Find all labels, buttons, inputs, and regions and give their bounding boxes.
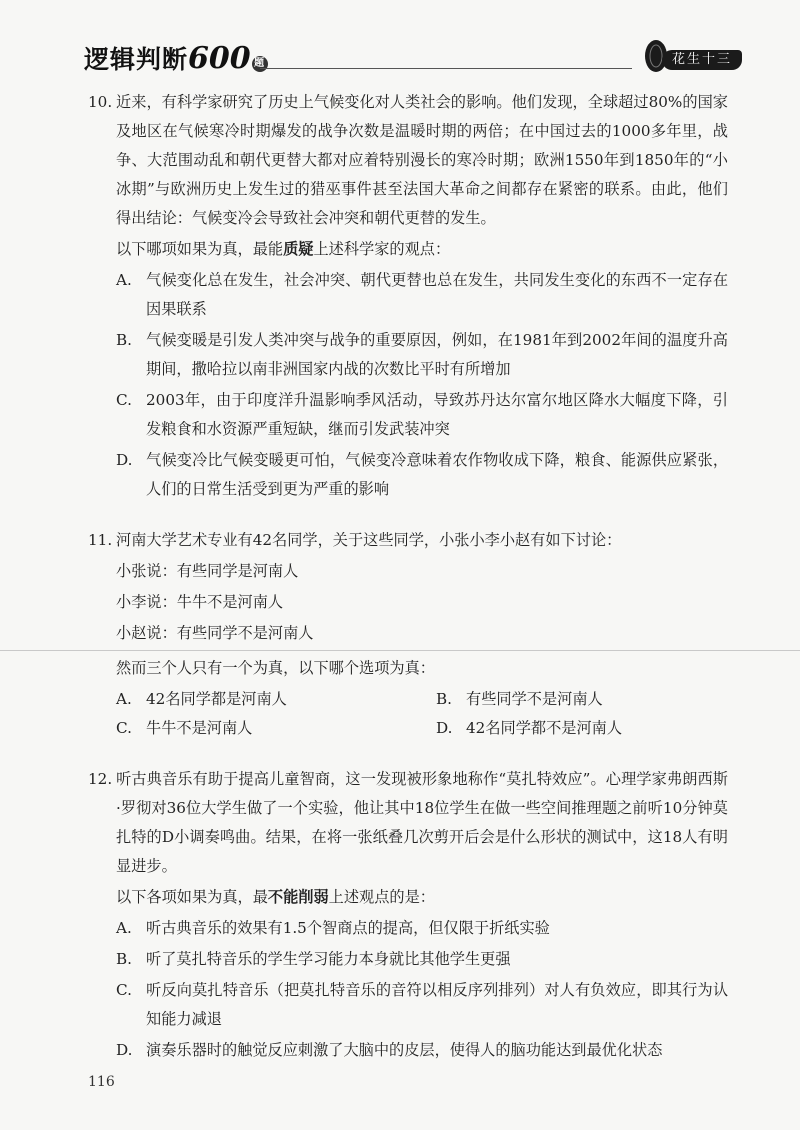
option-b[interactable] — [436, 685, 756, 714]
statement-zhang: 小张说：有些同学是河南人 — [116, 562, 299, 580]
option-letter: A. — [116, 271, 132, 289]
option-text: 气候变冷比气候变暖更可怕，气候变冷意味着农作物收成下降，粮食、能源供应紧张，人们的日常生活受到更为严重的影响 — [146, 451, 728, 498]
option-text: 42名同学都不是河南人 — [466, 719, 623, 737]
question-stem-text: 近来，有科学家研究了历史上气候变化对人类社会的影响。他们发现，全球超过80%的国家及地区在气候寒冷时期爆发的战争次数是温暖时期的两倍；在中国过去的1000多年里，战争、大范围动乱和朝代更替大都对应着特别漫长的寒冷时期；欧洲1550年到1850年的“小冰期”与欧洲历史上发生过的猎巫事件甚至法国大革命之间都存在紧密的联系。由此，他们得出结论：气候变冷会导致社会冲突和朝代更替的发生。 — [116, 93, 728, 227]
question-prompt-pre: 以下哪项如果为真，最能 — [116, 240, 284, 258]
question-stem — [88, 526, 728, 555]
book-title — [84, 40, 268, 76]
option-a[interactable] — [88, 914, 728, 943]
option-text: 有些同学不是河南人 — [466, 690, 603, 708]
option-text: 听了莫扎特音乐的学生学习能力本身就比其他学生更强 — [146, 950, 511, 968]
option-letter: C. — [116, 981, 132, 999]
page-header — [84, 36, 744, 78]
author-name: 花生十三 — [662, 50, 742, 70]
option-c[interactable] — [116, 714, 436, 743]
question-prompt — [88, 235, 728, 264]
book-title-text: 逻辑判断 — [84, 45, 189, 74]
question-number: 10. — [88, 93, 113, 111]
option-letter: A. — [116, 919, 132, 937]
option-text: 听反向莫扎特音乐（把莫扎特音乐的音符以相反序列排列）对人有负效应，即其行为认知能力减退 — [146, 981, 728, 1028]
question-prompt-emphasis: 不能削弱 — [267, 888, 329, 906]
question-stem-text: 河南大学艺术专业有42名同学，关于这些同学，小张小李小赵有如下讨论： — [116, 531, 622, 549]
option-c[interactable] — [88, 976, 728, 1034]
option-letter: D. — [116, 451, 133, 469]
option-c[interactable] — [88, 386, 728, 444]
option-a[interactable] — [88, 266, 728, 324]
question-prompt — [88, 883, 728, 912]
question-stem — [88, 765, 728, 881]
book-title-number: 600 — [188, 41, 251, 76]
question-prompt-emphasis: 质疑 — [283, 240, 314, 258]
scan-fold-line — [0, 650, 800, 651]
option-a[interactable] — [116, 685, 436, 714]
option-b[interactable] — [88, 326, 728, 384]
author-badge — [640, 38, 744, 76]
option-text: 气候变化总在发生，社会冲突、朝代更替也总在发生，共同发生变化的东西不一定存在因果联系 — [146, 271, 728, 318]
option-b[interactable] — [88, 945, 728, 974]
question-stem-text: 听古典音乐有助于提高儿童智商，这一发现被形象地称作“莫扎特效应”。心理学家弗朗西斯·罗彻对36位大学生做了一个实验，他让其中18位学生在做一些空间推理题之前听10分钟莫扎特的D小调奏鸣曲。结果，在将一张纸叠几次剪开后会是什么形状的测试中，这18人有明显进步。 — [116, 770, 728, 875]
option-letter: C. — [116, 391, 132, 409]
options-grid — [88, 685, 728, 743]
option-letter: C. — [116, 719, 132, 737]
option-d[interactable] — [88, 446, 728, 504]
book-title-suffix: 题 — [252, 56, 268, 72]
question-11 — [88, 526, 728, 743]
option-letter: D. — [116, 1041, 133, 1059]
question-stem — [88, 88, 728, 233]
question-12 — [88, 765, 728, 1065]
option-letter: B. — [116, 331, 132, 349]
option-text: 气候变暖是引发人类冲突与战争的重要原因，例如，在1981年到2002年间的温度升高期间，撒哈拉以南非洲国家内战的次数比平时有所增加 — [146, 331, 728, 378]
option-d[interactable] — [436, 714, 756, 743]
question-prompt-post: 上述科学家的观点： — [313, 240, 451, 258]
question-prompt-post: 上述观点的是： — [328, 888, 435, 906]
option-letter: D. — [436, 719, 453, 737]
statement-li: 小李说：牛牛不是河南人 — [116, 593, 284, 611]
header-rule — [260, 68, 632, 69]
question-number: 12. — [88, 770, 113, 788]
option-letter: A. — [116, 690, 132, 708]
question-10 — [88, 88, 728, 504]
question-prompt: 然而三个人只有一个为真，以下哪个选项为真： — [116, 659, 435, 677]
page-number: 116 — [88, 1074, 115, 1090]
option-text: 听古典音乐的效果有1.5个智商点的提高，但仅限于折纸实验 — [146, 919, 550, 937]
statement-zhao: 小赵说：有些同学不是河南人 — [116, 624, 314, 642]
question-number: 11. — [88, 531, 113, 549]
option-text: 牛牛不是河南人 — [146, 719, 253, 737]
option-text: 42名同学都是河南人 — [146, 690, 287, 708]
option-d[interactable] — [88, 1036, 728, 1065]
question-prompt-pre: 以下各项如果为真，最 — [116, 888, 268, 906]
option-letter: B. — [436, 690, 452, 708]
page-content — [88, 88, 728, 1085]
option-text: 演奏乐器时的触觉反应刺激了大脑中的皮层，使得人的脑功能达到最优化状态 — [146, 1041, 663, 1059]
option-text: 2003年，由于印度洋升温影响季风活动，导致苏丹达尔富尔地区降水大幅度下降，引发粮食和水资源严重短缺，继而引发武装冲突 — [146, 391, 728, 438]
option-letter: B. — [116, 950, 132, 968]
